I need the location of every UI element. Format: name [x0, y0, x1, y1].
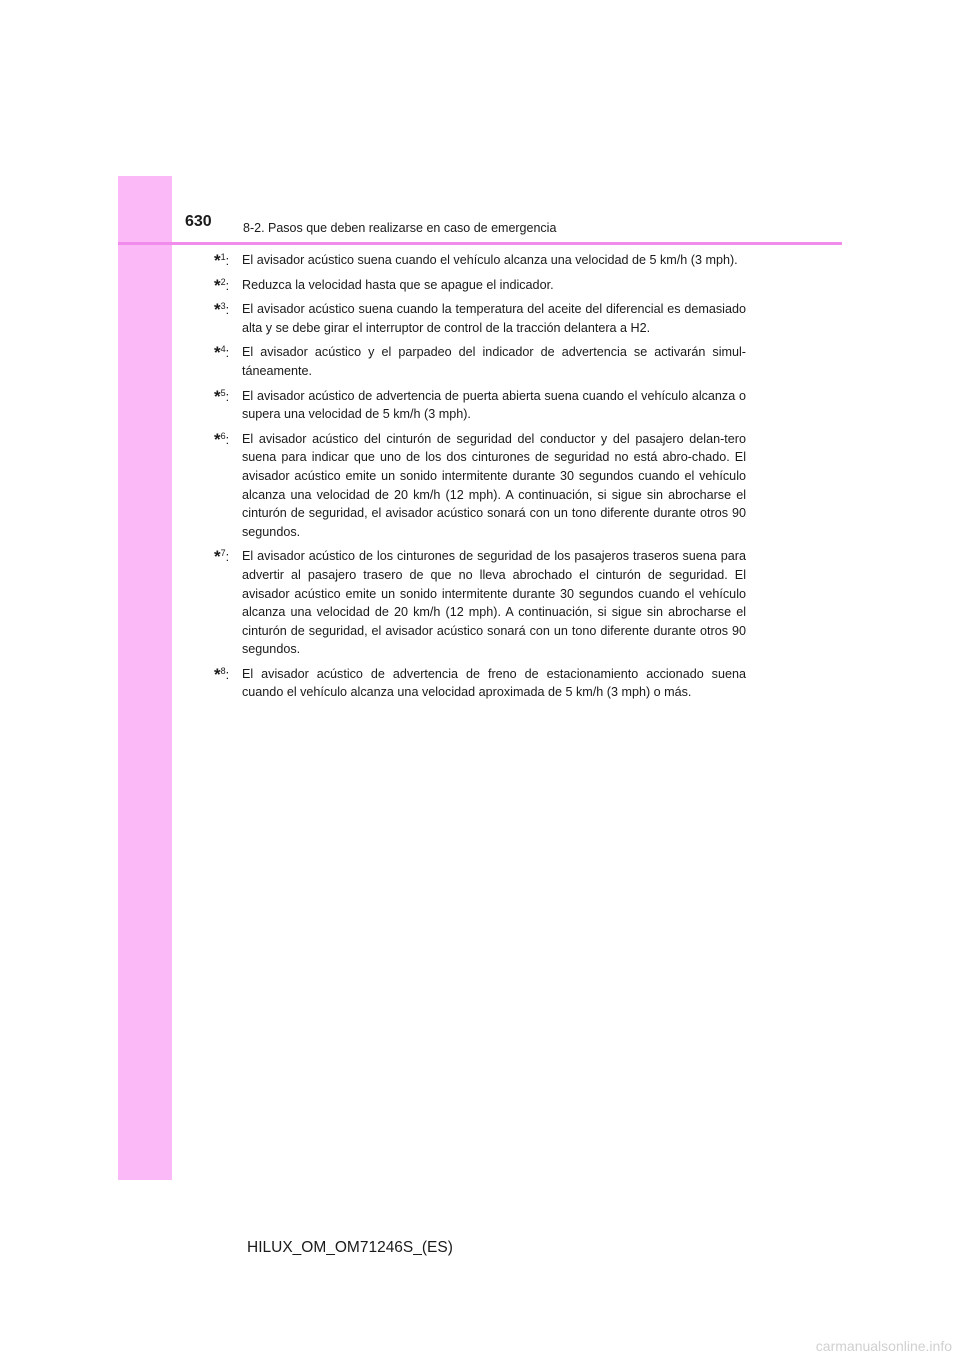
footnote-text: Reduzca la velocidad hasta que se apague el indicador. — [242, 277, 554, 292]
footnote-marker: *$^5$: — [214, 386, 230, 406]
document-code: HILUX_OM_OM71246S_(ES) — [247, 1239, 453, 1256]
asterisk-icon: * — [214, 386, 221, 406]
footnote-marker: *$^3$: — [214, 300, 230, 320]
footnote-text: El avisador acústico de advertencia de puerta abierta suena cuando el vehículo alcanza o supera una velocidad de 5 km/h (3 mph). — [242, 388, 746, 422]
footnote-item — [214, 251, 746, 270]
footnote-item — [214, 343, 746, 380]
footnote-text: El avisador acústico suena cuando el vehículo alcanza una velocidad de 5 km/h (3 mph). — [242, 253, 738, 267]
footnote-marker: *$^7$: — [214, 547, 230, 567]
footnote-item — [214, 300, 746, 337]
asterisk-icon: * — [214, 300, 221, 320]
footnote-number: 6 — [220, 430, 226, 441]
watermark: carmanualsonline.info — [815, 1338, 952, 1354]
footnote-text: El avisador acústico de los cinturones de seguridad de los pasajeros traseros suena para advertir al pasajero trasero de que no lleva abrochado el cinturón de seguridad. El avisador acústico emite un sonido intermitente durante 30 segundos cuando el vehículo alcanza una velocidad de 20 km/h (12 mph). A continuación, si sigue sin abrocharse el cinturón de seguridad, el avisador acústico sonará con un tono diferente durante otros 90 segundos. — [242, 549, 746, 657]
footnote-number: 1 — [220, 252, 226, 262]
footnote-text: El avisador acústico de advertencia de freno de estacionamiento accionado suena cuando el vehículo alcanza una velocidad aproximada de 5 km/h (3 mph) o más. — [242, 666, 746, 700]
footnote-number: 2 — [220, 276, 226, 287]
footnote-marker: *$^6$: — [214, 429, 230, 449]
footnote-marker: *$^4$: — [214, 343, 230, 363]
footnote-marker: *$^8$: — [214, 664, 230, 684]
asterisk-icon: * — [214, 429, 221, 449]
footnote-text: El avisador acústico y el parpadeo del indicador de advertencia se activarán simul-táneamente. — [242, 345, 746, 378]
asterisk-icon: * — [214, 664, 221, 684]
footnote-marker: *$^2$: — [214, 275, 230, 295]
footnote-marker: *$^1$: — [214, 251, 230, 270]
header-rule — [118, 242, 842, 245]
sidebar-tab — [118, 176, 172, 1180]
asterisk-icon: * — [214, 275, 221, 295]
footnote-number: 3 — [220, 301, 226, 312]
asterisk-icon: * — [214, 547, 221, 567]
footnote-number: 5 — [220, 387, 226, 398]
section-title: 8-2. Pasos que deben realizarse en caso de emergencia — [243, 221, 557, 235]
footnote-item — [214, 387, 746, 424]
footnote-item — [214, 665, 746, 702]
footnote-text: El avisador acústico del cinturón de seguridad del conductor y del pasajero delan-tero suena para indicar que uno de los dos cinturones de seguridad no está abro-chado. El avisador acústico emite un sonido intermitente durante 30 segundos cuando el vehículo alcanza una velocidad de 20 km/h (12 mph). A continuación, si sigue sin abrocharse el cinturón de seguridad, el avisador acústico sonará con un tono diferente durante otros 90 segundos. — [242, 431, 746, 539]
page-number: 630 — [185, 213, 212, 230]
footnote-number: 4 — [220, 344, 226, 355]
footnote-item — [214, 430, 746, 542]
footnote-text: El avisador acústico suena cuando la temperatura del aceite del diferencial es demasiado alta y se debe girar el interruptor de control de la tracción delantera a H2. — [242, 302, 746, 335]
footnote-item — [214, 547, 746, 659]
footnote-number: 8 — [220, 665, 226, 676]
footnote-list — [214, 251, 746, 708]
asterisk-icon: * — [214, 251, 221, 270]
asterisk-icon: * — [214, 343, 221, 363]
footnote-number: 7 — [220, 548, 226, 559]
footnote-item — [214, 276, 746, 295]
